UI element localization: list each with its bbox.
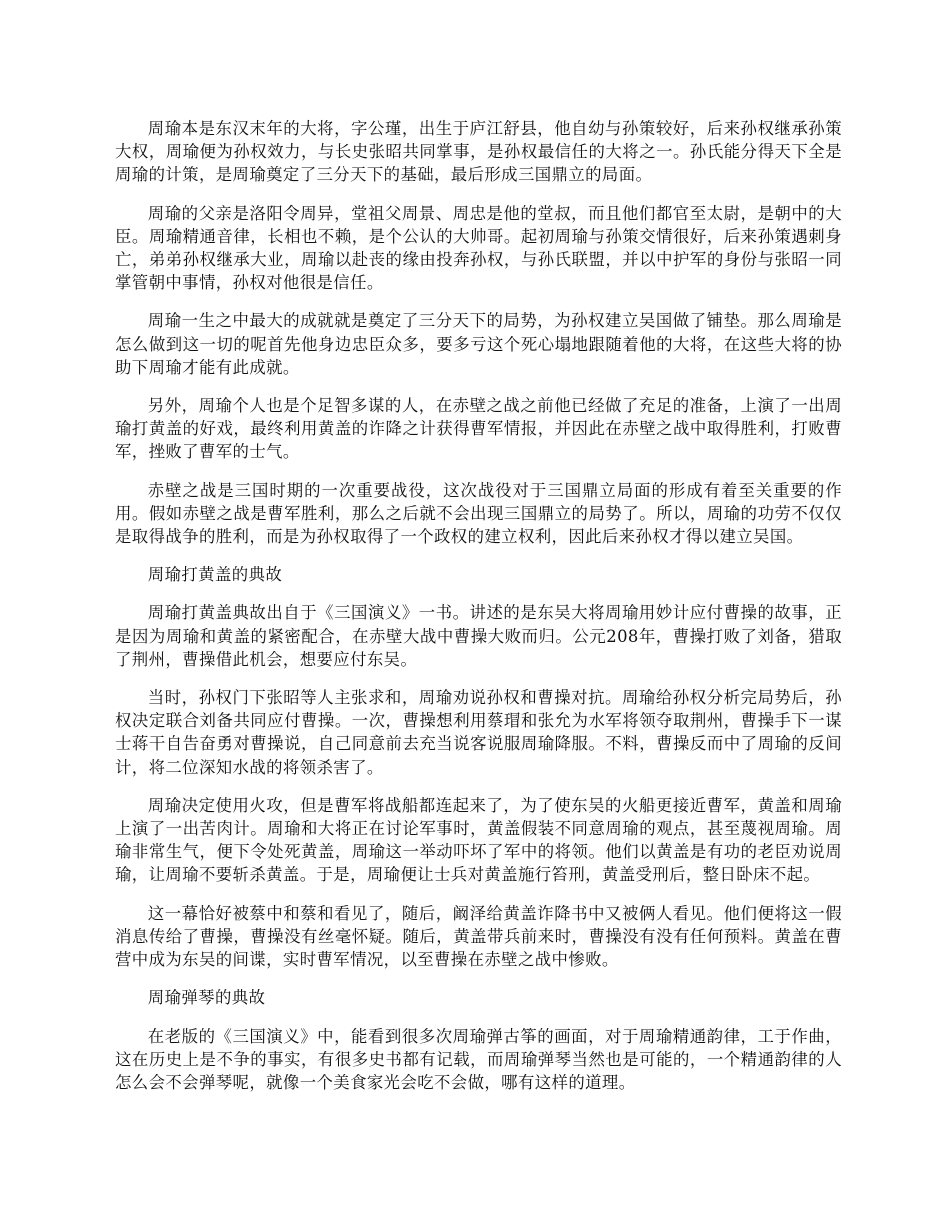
paragraph: 周瑜的父亲是洛阳令周异，堂祖父周景、周忠是他的堂叔，而且他们都官至太尉，是朝中的大臣。周瑜精通音律，长相也不赖，是个公认的大帅哥。起初周瑜与孙策交情很好，后来孙策遇刺身亡，弟弟孙权继承大业，周瑜以赴丧的缘由投奔孙权，与孙氏联盟，并以中护军的身份与张昭一同掌管朝中事情，孙权对他很是信任。 (115, 203, 842, 293)
paragraph: 赤壁之战是三国时期的一次重要战役，这次战役对于三国鼎立局面的形成有着至关重要的作用。假如赤壁之战是曹军胜利，那么之后就不会出现三国鼎立的局势了。所以，周瑜的功劳不仅仅是取得战争的胜利，而是为孙权取得了一个政权的建立权利，因此后来孙权才得以建立吴国。 (115, 480, 842, 547)
section-heading: 周瑜弹琴的典故 (147, 988, 266, 1008)
paragraph: 这一幕恰好被蔡中和蔡和看见了，随后，阚泽给黄盖诈降书中又被俩人看见。他们便将这一假消息传给了曹操，曹操没有丝毫怀疑。随后，黄盖带兵前来时，曹操没有没有任何预料。黄盖在曹营中成为东吴的间谍，实时曹军情况，以至曹操在赤壁之战中惨败。 (115, 903, 842, 970)
section-heading: 周瑜打黄盖的典故 (147, 565, 283, 585)
paragraph: 当时，孙权门下张昭等人主张求和，周瑜劝说孙权和曹操对抗。周瑜给孙权分析完局势后，孙权决定联合刘备共同应付曹操。一次，曹操想利用蔡瑁和张允为水军将领夺取荆州，曹操手下一谋士蒋干自告奋勇对曹操说，自己同意前去充当说客说服周瑜降服。不料，曹操反而中了周瑜的反间计，将二位深知水战的将领杀害了。 (115, 688, 842, 777)
paragraph: 周瑜一生之中最大的成就就是奠定了三分天下的局势，为孙权建立吴国做了铺垫。那么周瑜是怎么做到这一切的呢首先他身边忠臣众多，要多亏这个死心塌地跟随着他的大将，在这些大将的协助下周瑜才能有此成就。 (115, 311, 842, 377)
paragraph: 另外，周瑜个人也是个足智多谋的人，在赤壁之战之前他已经做了充足的准备，上演了一出周瑜打黄盖的好戏，最终利用黄盖的诈降之计获得曹军情报，并因此在赤壁之战中取得胜利，打败曹军，挫败了曹军的士气。 (115, 396, 842, 462)
paragraph: 周瑜本是东汉末年的大将，字公瑾，出生于庐江舒县，他自幼与孙策较好，后来孙权继承孙策大权，周瑜便为孙权效力，与长史张昭共同掌事，是孙权最信任的大将之一。孙氏能分得天下全是周瑜的计策，是周瑜奠定了三分天下的基础，最后形成三国鼎立的局面。 (115, 119, 842, 185)
paragraph: 周瑜决定使用火攻，但是曹军将战船都连起来了，为了使东吴的火船更接近曹军，黄盖和周瑜上演了一出苦肉计。周瑜和大将正在讨论军事时，黄盖假装不同意周瑜的观点，甚至蔑视周瑜。周瑜非常生气，便下令处死黄盖，周瑜这一举动吓坏了军中的将领。他们以黄盖是有功的老臣劝说周瑜，让周瑜不要斩杀黄盖。于是，周瑜便让士兵对黄盖施行笞刑，黄盖受刑后，整日卧床不起。 (115, 795, 842, 885)
paragraph: 周瑜打黄盖典故出自于《三国演义》一书。讲述的是东吴大将周瑜用妙计应付曹操的故事，正是因为周瑜和黄盖的紧密配合，在赤壁大战中曹操大败而归。公元208年，曹操打败了刘备，猎取了荆州，曹操借此机会，想要应付东吴。 (115, 603, 842, 669)
paragraph: 在老版的《三国演义》中，能看到很多次周瑜弹古筝的画面，对于周瑜精通韵律，工于作曲，这在历史上是不争的事实，有很多史书都有记载，而周瑜弹琴当然也是可能的，一个精通韵律的人怎么会不会弹琴呢，就像一个美食家光会吃不会做，哪有这样的道理。 (115, 1026, 842, 1092)
